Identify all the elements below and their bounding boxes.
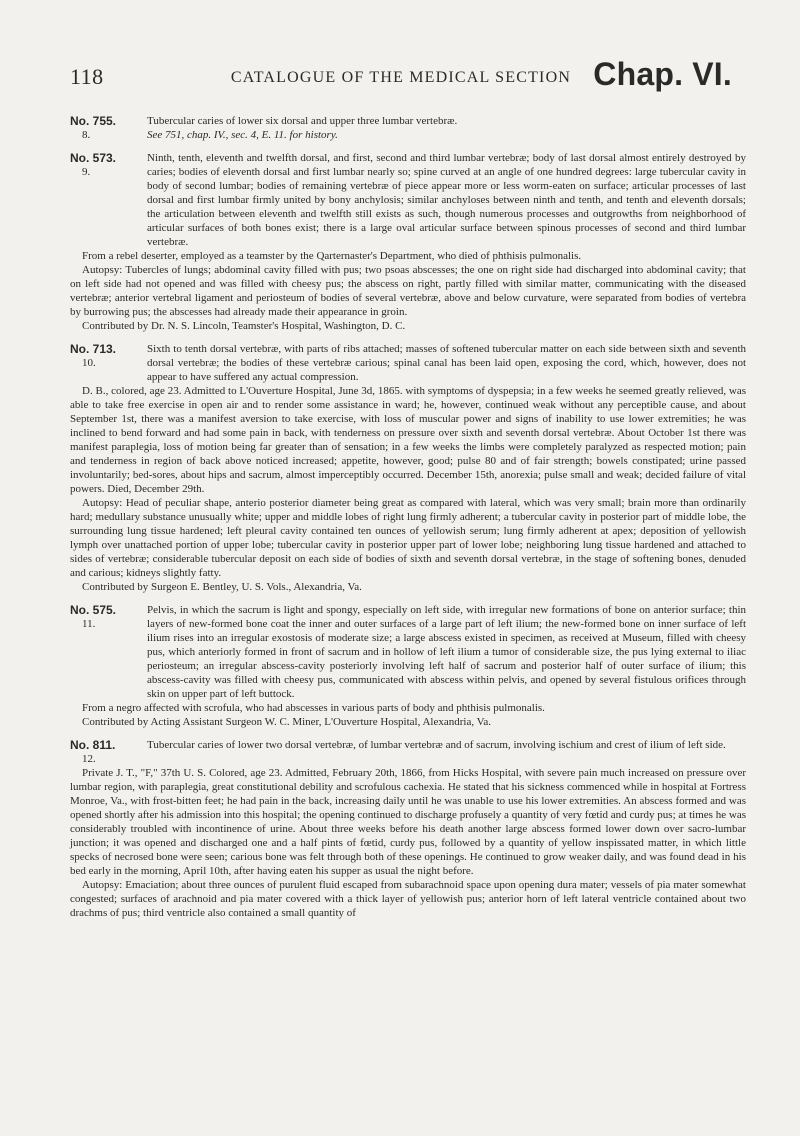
- running-title: CATALOGUE OF THE MEDICAL SECTION: [230, 69, 572, 86]
- chapter-heading: Chap. VI.: [593, 56, 732, 92]
- entry-paragraph: D. B., colored, age 23. Admitted to L'Ouverture Hospital, June 3d, 1865. with symptoms of dyspepsia; in a few weeks he seemed greatly relieved, was able to take free exercise in open air and to render some assistance in ward; he, however, continued weak without any perceptible cause, and about September 1st, there was a manifest aversion to take exercise, with loss of muscular power and signs of inability to use lower extremities; he was inclined to bend forward and had some pain in back, with tenderness on pressure over sixth and seventh dorsal vertebræ. About October 1st there was manifest paraplegia, loss of motion being far greater than of sensation; in a few weeks the limbs were completely paralyzed as respected motion; pain and tenderness in region of back above noticed increased; appetite, however, good; pulse 80 and of fair strength; bowels constipated; urine passed involuntarily; bed-sores, about hips and sacrum, almost imperceptibly occurred. December 15th, anorexia; pulse small and weak; decided failure of vital powers. Died, December 29th.: [70, 385, 746, 495]
- entry-paragraph: Contributed by Dr. N. S. Lincoln, Teamster's Hospital, Washington, D. C.: [82, 320, 406, 332]
- page-header: [70, 58, 732, 98]
- entry-lead-text: Sixth to tenth dorsal vertebræ, with parts of ribs attached; masses of softened tubercular matter on each side between sixth and seventh dorsal vertebræ; the bodies of these vertebræ carious; spinal canal has been laid open, exposing the cord, which, however, does not appear to have suffered any actual compression.: [147, 343, 746, 383]
- entry-lead-text: Tubercular caries of lower two dorsal vertebræ, of lumbar vertebræ and of sacrum, involving ischium and crest of ilium of left side.: [147, 739, 726, 751]
- catalogue-entry: [70, 342, 746, 594]
- specimen-number: No. 811.: [70, 738, 116, 752]
- entry-id: [70, 342, 147, 384]
- page-number: 118: [70, 64, 104, 89]
- specimen-number: No. 575.: [70, 603, 117, 617]
- specimen-number: No. 573.: [70, 151, 117, 165]
- plate-number: 10.: [82, 357, 96, 369]
- entry-head: [70, 603, 746, 701]
- plate-number: 8.: [82, 129, 91, 141]
- entry-id: [70, 114, 147, 142]
- specimen-number: No. 713.: [70, 342, 117, 356]
- entry-lead-text: Tubercular caries of lower six dorsal and upper three lumbar vertebræ.: [147, 115, 458, 127]
- entry-id: [70, 151, 147, 249]
- entry-id: [70, 603, 147, 701]
- catalogue-entry: [70, 114, 746, 142]
- entry-paragraph: From a rebel deserter, employed as a teamster by the Qarternaster's Department, who died of phthisis pulmonalis.: [82, 250, 582, 262]
- entry-description: [147, 151, 746, 249]
- entry-paragraph: Autopsy: Head of peculiar shape, anterio posterior diameter being great as compared with lateral, which was very small; brain more than ordinarily hard; medullary substance unusually white; upper and middle lobes of right lung firmly adherent; a tubercular cavity in posterior part of middle lobe, the surrounding lung tissue hardened; left pleural cavity contained ten ounces of yellowish serum; lung firmly adherent at apex; deposition of yellowish lymph over unattached portion of upper lobe; tubercular cavity in posterior upper part of lower lobe; neighboring lung tissue hardened and attached to sides of vertebræ; considerable tubercular deposit on each side of bodies of sixth and seventh dorsal vertebræ, in the stage of softening bones, denuded and carious; kidneys slightly fatty.: [70, 497, 746, 579]
- entry-head: [70, 114, 746, 142]
- entry-paragraph: From a negro affected with scrofula, who had abscesses in various parts of body and phthisis pulmonalis.: [82, 702, 545, 714]
- specimen-number: No. 755.: [70, 114, 117, 128]
- entry-description: [147, 114, 746, 142]
- entry-lead-text: Pelvis, in which the sacrum is light and spongy, especially on left side, with irregular new formations of bone on anterior surface; thin layers of new-formed bone coat the inner and outer surfaces of a large part of left ilium; the new-formed bone on inner surface of left ilium rises into an irregular exostosis of moderate size; a large abscess existed in specimen, as received at Museum, filled with cheesy pus, which anteriorly formed in front of sacrum and in hollow of left ilium a tumor of considerable size, the pus lying external to iliac periosteum; an irregular abscess-cavity posteriorly involving left half of sacrum and posterior half of outer surface of ilium; this abscess-cavity was filled with cheesy pus, communicated with abscess within pelvis, and opened by several fistulous orifices through skin on upper part of left buttock.: [147, 604, 746, 700]
- entry-lead-text: Ninth, tenth, eleventh and twelfth dorsal, and first, second and third lumbar vertebræ; body of last dorsal almost entirely destroyed by caries; bodies of eleventh dorsal and first lumbar nearly so; spine curved at an angle of one hundred degrees: large tubercular cavity in body of second lumbar; bodies of remaining vertebræ of piece appear more or less worm-eaten on surface; articular processes of last dorsal and first lumbar firmly united by bony anchylosis; similar anchyloses between ninth and tenth, and tenth and eleventh dorsals; the articulation between eleventh and twelfth still exists as such, though numerous processes and outgrowths from neighborhood of articular surfaces of both bones exist; there is a large oval articular surface between spinous processes of second and third lumbar vertebræ.: [147, 152, 746, 248]
- entry-paragraph: Autopsy: Emaciation; about three ounces of purulent fluid escaped from subarachnoid space upon opening dura mater; vessels of pia mater somewhat congested; surfaces of arachnoid and pia mater covered with a thick layer of yellowish pus; anterior horn of left lateral ventricle contained about two drachms of pus; third ventricle also contained a small quantity of: [70, 879, 746, 919]
- history-reference: See 751, chap. IV., sec. 4, E. 11. for history.: [147, 129, 338, 141]
- entry-head: [70, 342, 746, 384]
- entry-description: [147, 342, 746, 384]
- catalogue-entry: [70, 151, 746, 333]
- entry-id: [70, 738, 147, 766]
- entry-paragraph: Private J. T., "F," 37th U. S. Colored, age 23. Admitted, February 20th, 1866, from Hicks Hospital, with severe pain much increased on pressure over lumbar region, with paraplegia, great constitutional debility and scrofulous cachexia. He stated that his sickness commenced while in hospital at Fortress Monroe, Va., with frost-bitten feet; he had pain in the back, increasing daily until he was unable to use his lower extremities. An abscess formed and was opened shortly after his admission into this hospital; the opening continued to discharge profusely a quantity of very fœtid and curdy pus; at times he was considerably troubled with incontinence of urine. About three weeks before his death another large abscess formed lower down over sacro-lumbar junction; it was opened and discharged one and a half pints of fœtid, curdy pus, followed by a quantity of yellow inspissated matter, in which little specks of necrosed bone were seen; carious bone was felt through both of these openings. He continued to grow weaker daily, and was found dead in his bed early in the morning, April 10th, after having eaten his supper as usual the night before.: [70, 767, 746, 877]
- plate-number: 9.: [82, 166, 91, 178]
- entry-paragraph: Contributed by Surgeon E. Bentley, U. S. Vols., Alexandria, Va.: [82, 581, 362, 593]
- catalogue-entry: [70, 738, 746, 920]
- entry-description: [147, 603, 746, 701]
- entry-paragraph: Contributed by Acting Assistant Surgeon W. C. Miner, L'Ouverture Hospital, Alexandria, Va.: [82, 716, 492, 728]
- catalogue-body: [70, 114, 746, 929]
- plate-number: 12.: [82, 753, 96, 765]
- plate-number: 11.: [82, 618, 96, 630]
- entry-description: [147, 738, 746, 766]
- entry-head: [70, 151, 746, 249]
- entry-head: [70, 738, 746, 766]
- entry-paragraph: Autopsy: Tubercles of lungs; abdominal cavity filled with pus; two psoas abscesses; the one on right side had discharged into abdominal cavity; that on left side had not opened and was filled with cheesy pus; the abscess on right, partly filled with similar matter, communicating with the diseased vertebræ; anterior vertebral ligament and periosteum of bodies of several vertebræ, above and below curvature, were separated from bodies of vertebra by burrowing pus; the abscesses had already made their appearance in groin.: [70, 264, 746, 318]
- catalogue-entry: [70, 603, 746, 729]
